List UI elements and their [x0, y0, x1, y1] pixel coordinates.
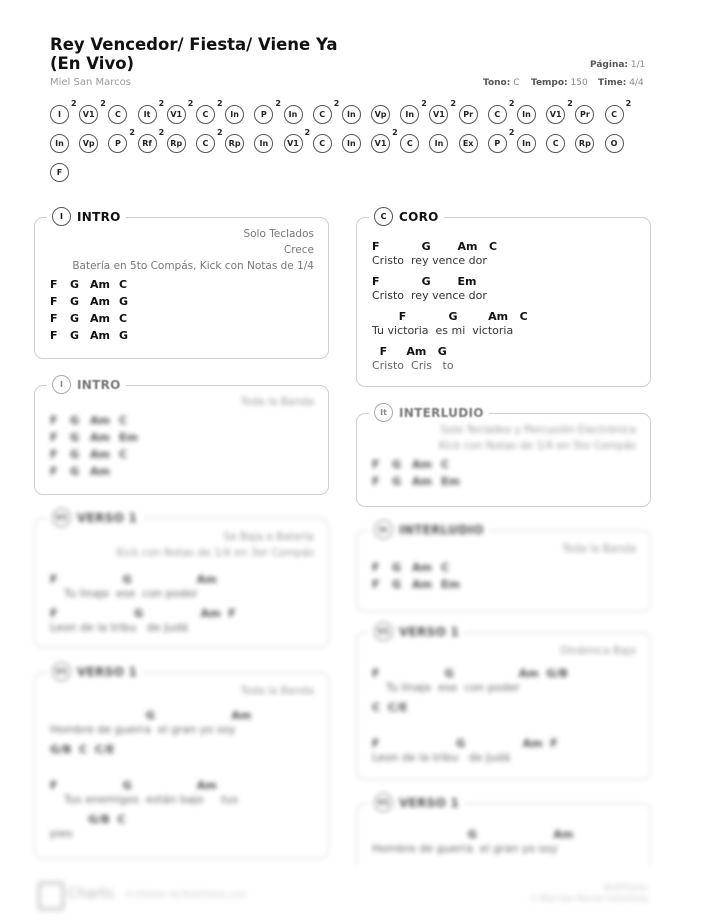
time-signature-indicator: Time: 4/4	[598, 78, 644, 88]
song-title: Rey Vencedor/ Fiesta/ Viene Ya (En Vivo)	[50, 35, 338, 73]
section-nav-badge[interactable]: Ex	[459, 134, 478, 153]
section-nav-item[interactable]	[459, 132, 488, 161]
section-nav-badge[interactable]: C	[488, 105, 507, 124]
section-nav-item[interactable]	[400, 99, 429, 132]
chord: F	[372, 458, 380, 471]
section-nav-item[interactable]	[225, 132, 254, 161]
section-nav-badge[interactable]: V1	[546, 105, 565, 124]
chord: G	[119, 295, 129, 308]
artist-name: Miel San Marcos	[50, 77, 131, 88]
section-title: VERSO 1	[399, 795, 460, 810]
repeat-count: 2	[71, 99, 77, 108]
section-badge[interactable]: In	[374, 520, 393, 539]
charts-logo-icon	[38, 882, 64, 910]
section-header	[47, 662, 142, 681]
chord-line: F G Am G/B	[372, 667, 568, 680]
lyric-line: Cristo rey vence dor	[372, 289, 487, 302]
note-line: Solo Teclados y Percusión Electrónica	[440, 424, 636, 436]
section-title: CORO	[399, 209, 439, 224]
chord: Am	[412, 578, 432, 591]
footer-brand: Charts	[68, 886, 114, 902]
lyric-line: Hombre de guerra el gran yo soy	[50, 723, 236, 736]
chord-line: F G Am C	[372, 310, 528, 323]
chord-line: G/B C C/E	[50, 743, 115, 756]
section-header	[47, 375, 126, 394]
section-nav-item[interactable]	[79, 99, 108, 132]
footer-right-line: MultiTracks	[603, 883, 648, 892]
repeat-count: 2	[100, 99, 106, 108]
chord: C	[441, 458, 450, 471]
chord: Am	[90, 414, 110, 427]
chord: G	[70, 414, 80, 427]
note-line: Crece	[283, 244, 314, 256]
chord: G	[392, 458, 402, 471]
note-line: Toda la Banda	[240, 685, 314, 697]
section-nav-badge[interactable]: Vp	[79, 134, 98, 153]
section-nav-item[interactable]	[371, 128, 400, 161]
chord: F	[50, 431, 58, 444]
section-coro	[356, 209, 651, 387]
section-nav-item[interactable]	[342, 132, 371, 161]
section-nav-item[interactable]	[429, 99, 458, 132]
repeat-count: 2	[129, 128, 135, 137]
section-nav-item[interactable]	[488, 128, 517, 161]
note-line: Batería en 5to Compás, Kick con Notas de 1/4	[72, 260, 314, 272]
section-nav-item[interactable]	[167, 99, 196, 132]
chord: C	[119, 312, 128, 325]
section-nav-badge[interactable]: In	[284, 105, 303, 124]
section-nav-item[interactable]	[196, 128, 225, 161]
section-nav-item[interactable]	[254, 132, 283, 161]
section-verso-1	[34, 510, 329, 648]
lyric-line: Cristo rey vence dor	[372, 254, 487, 267]
section-intro-full-band	[34, 377, 329, 495]
section-nav-badge[interactable]: It	[138, 105, 157, 124]
note-line: Toda la Banda	[562, 543, 636, 555]
section-nav-badge[interactable]: Rp	[167, 134, 186, 153]
section-nav-item[interactable]	[546, 99, 575, 132]
chord: Am	[90, 448, 110, 461]
section-nav-item[interactable]	[50, 161, 79, 190]
section-nav-badge[interactable]: C	[196, 134, 215, 153]
section-nav-item[interactable]	[400, 132, 429, 161]
chord: Am	[412, 458, 432, 471]
repeat-count: 2	[304, 128, 311, 137]
chord: Am	[412, 561, 432, 574]
section-verso-1-repeat	[356, 795, 651, 866]
section-nav-badge[interactable]: In	[517, 105, 536, 124]
section-nav-badge[interactable]: C	[400, 134, 419, 153]
chord: G	[70, 295, 80, 308]
section-badge[interactable]: V1	[374, 793, 393, 812]
chord: C	[119, 414, 128, 427]
section-nav-badge[interactable]: C	[313, 105, 332, 124]
section-nav-badge[interactable]: Pr	[575, 105, 594, 124]
section-nav-item[interactable]	[575, 103, 604, 132]
section-nav-badge[interactable]: In	[225, 105, 244, 124]
section-nav-row-3	[50, 161, 650, 190]
chord: G	[70, 448, 80, 461]
chord: Am	[90, 312, 110, 325]
section-nav-badge[interactable]: In	[400, 105, 419, 124]
chord: G	[70, 278, 80, 291]
chord: Am	[90, 329, 110, 342]
section-header	[369, 403, 489, 422]
section-header	[369, 793, 464, 812]
chord: Em	[441, 578, 460, 591]
section-verso-1-full-band	[34, 664, 329, 859]
chord: C	[441, 561, 450, 574]
section-nav-item[interactable]	[254, 99, 283, 132]
section-nav-badge[interactable]: C	[196, 105, 215, 124]
chord-line: F G Am	[50, 573, 217, 586]
section-nav-badge[interactable]: In	[50, 134, 69, 153]
section-interludio-full-band	[356, 522, 651, 612]
chord-line: F Am G	[372, 345, 447, 358]
section-title: INTERLUDIO	[399, 405, 484, 420]
repeat-count: 2	[508, 128, 515, 137]
section-nav-item[interactable]	[313, 132, 342, 161]
section-nav-item[interactable]	[517, 103, 546, 132]
section-nav-badge[interactable]: V1	[167, 105, 186, 124]
chord: F	[372, 578, 380, 591]
lyric-line: Tu linaje ese con poder	[50, 587, 198, 600]
section-header	[369, 520, 489, 539]
section-nav-badge[interactable]: C	[605, 105, 624, 124]
chord: Am	[90, 465, 110, 478]
section-nav-badge[interactable]: Pr	[459, 105, 478, 124]
chord: Em	[441, 475, 460, 488]
section-nav-row-2	[50, 128, 650, 161]
section-nav-item[interactable]	[517, 132, 546, 161]
chord: Em	[119, 431, 138, 444]
section-nav-item[interactable]	[313, 99, 342, 132]
chord: C	[119, 448, 128, 461]
lyric-line: Cristo Cris to	[372, 359, 454, 372]
chord: C	[119, 278, 128, 291]
note-line: Solo Teclados	[243, 228, 314, 240]
section-nav-row-1	[50, 99, 650, 132]
chord: F	[50, 312, 58, 325]
section-nav-badge[interactable]: C	[108, 105, 127, 124]
section-nav-item[interactable]	[546, 132, 575, 161]
chord-line: F G Em	[372, 275, 477, 288]
section-nav-item[interactable]	[605, 132, 634, 161]
section-nav-badge[interactable]: P	[254, 105, 273, 124]
chord: F	[372, 561, 380, 574]
chord: G	[392, 475, 402, 488]
note-line: Dinámica Bajo	[560, 645, 636, 657]
note-line: Kick con Notas de 1/4 en 3er Compás	[116, 547, 314, 559]
repeat-count: 2	[275, 99, 281, 108]
section-title: VERSO 1	[77, 664, 138, 679]
section-nav-badge[interactable]: I	[50, 105, 69, 124]
note-line: Kick con Notas de 1/4 en 5to Compás	[438, 440, 636, 452]
section-nav-item[interactable]	[50, 99, 79, 132]
section-nav-item[interactable]	[225, 103, 254, 132]
section-title: VERSO 1	[77, 510, 138, 525]
section-nav-item[interactable]	[605, 99, 634, 132]
chord-line: G/B C	[50, 813, 126, 826]
section-nav-badge[interactable]: In	[342, 134, 361, 153]
lyric-line: Leon de la tribu de Judá	[372, 751, 510, 764]
section-nav-item[interactable]	[79, 132, 108, 161]
key-indicator: Tono: C	[483, 78, 520, 88]
repeat-count: 2	[187, 99, 194, 108]
chord: F	[50, 329, 58, 342]
lyric-line: Tu linaje ese con poder	[372, 681, 520, 694]
chord: G	[392, 578, 402, 591]
section-notes	[560, 643, 636, 659]
section-nav-badge[interactable]: P	[108, 134, 127, 153]
section-nav-item[interactable]	[167, 132, 196, 161]
section-nav-badge[interactable]: Rp	[575, 134, 594, 153]
note-line: Se Baja a Batería	[223, 531, 314, 543]
section-notes	[240, 394, 314, 410]
section-notes	[72, 226, 314, 274]
chord: Am	[90, 295, 110, 308]
section-badge[interactable]: I	[52, 207, 71, 226]
chord: Am	[90, 278, 110, 291]
repeat-count: 2	[508, 99, 515, 108]
repeat-count: 2	[392, 128, 398, 137]
section-nav-badge[interactable]: V1	[371, 134, 390, 153]
section-nav-badge[interactable]: In	[429, 134, 448, 153]
repeat-count: 2	[333, 99, 340, 108]
footer-right-text	[529, 882, 648, 904]
repeat-count: 2	[158, 99, 165, 108]
section-badge[interactable]: It	[374, 403, 393, 422]
section-nav-badge[interactable]: P	[488, 134, 507, 153]
section-nav-badge[interactable]: V1	[79, 105, 98, 124]
lyric-line: Hombre de guerra el gran yo soy	[372, 842, 558, 855]
tempo-indicator: Tempo: 150	[531, 78, 588, 88]
page-indicator: Página: 1/1	[590, 60, 646, 70]
section-badge[interactable]: I	[52, 375, 71, 394]
section-intro	[34, 209, 329, 359]
section-nav-badge[interactable]: Rf	[138, 134, 157, 153]
lyric-line: Leon de la tribu de Judá	[50, 621, 188, 634]
section-nav-item[interactable]	[575, 132, 604, 161]
section-nav-badge[interactable]: Vp	[371, 105, 390, 124]
footer-left-text: A Cifrados de MultiTracks.com	[126, 890, 247, 899]
repeat-count: 2	[216, 128, 223, 137]
chord-line: C C/E	[372, 701, 408, 714]
section-badge[interactable]: V1	[374, 622, 393, 641]
chord: F	[372, 475, 380, 488]
section-header	[369, 207, 444, 226]
section-notes	[439, 422, 636, 454]
section-title: INTRO	[77, 209, 121, 224]
section-notes	[240, 683, 314, 699]
chord: G	[70, 329, 80, 342]
section-nav-item[interactable]	[108, 128, 137, 161]
section-badge[interactable]: V1	[52, 508, 71, 527]
section-nav-badge[interactable]: V1	[429, 105, 448, 124]
section-header	[47, 207, 126, 226]
chord: G	[392, 561, 402, 574]
chord: F	[50, 465, 58, 478]
repeat-count: 2	[216, 99, 223, 108]
repeat-count: 2	[567, 99, 573, 108]
section-title: INTERLUDIO	[399, 522, 484, 537]
section-interludio	[356, 405, 651, 507]
chord-line: G Am	[372, 828, 574, 841]
section-verso-1-dynamic	[356, 624, 651, 780]
chord: G	[70, 465, 80, 478]
section-badge[interactable]: C	[374, 207, 393, 226]
section-nav-badge[interactable]: C	[313, 134, 332, 153]
section-nav-badge[interactable]: Rp	[225, 134, 244, 153]
chord: F	[50, 414, 58, 427]
chord: G	[70, 312, 80, 325]
section-nav-item[interactable]	[342, 103, 371, 132]
section-nav-item[interactable]	[138, 128, 167, 161]
chord: F	[50, 448, 58, 461]
chord: Am	[412, 475, 432, 488]
repeat-count: 2	[625, 99, 632, 108]
chord: G	[70, 431, 80, 444]
note-line: Toda la Banda	[240, 396, 314, 408]
repeat-count: 2	[421, 99, 427, 108]
repeat-count: 2	[450, 99, 457, 108]
lyric-line: Tu victoria es mi victoria	[372, 324, 514, 337]
section-header	[369, 622, 464, 641]
chord-line: F G Am F	[372, 737, 558, 750]
chord: Am	[90, 431, 110, 444]
lyric-line: pies	[50, 827, 73, 840]
chord: F	[50, 295, 58, 308]
page-footer	[38, 880, 658, 910]
chord: F	[50, 278, 58, 291]
section-badge[interactable]: V1	[52, 662, 71, 681]
repeat-count: 2	[158, 128, 165, 137]
chord-line: G Am	[50, 709, 252, 722]
section-nav-badge[interactable]: F	[50, 163, 69, 182]
footer-right-line: © Miel San Marcos Publishing	[529, 894, 648, 903]
section-header	[47, 508, 142, 527]
section-nav-badge[interactable]: In	[254, 134, 273, 153]
section-nav-badge[interactable]: In	[342, 105, 361, 124]
section-nav-badge[interactable]: O	[605, 134, 624, 153]
chord-line: F G Am F	[50, 607, 236, 620]
section-navigation	[50, 99, 650, 190]
section-title: VERSO 1	[399, 624, 460, 639]
chord: G	[119, 329, 129, 342]
chord-line: F G Am C	[372, 240, 498, 253]
section-notes	[562, 541, 636, 557]
section-title: INTRO	[77, 377, 121, 392]
section-nav-badge[interactable]: C	[546, 134, 565, 153]
lyric-line: Tus enemigos están bajo tus	[50, 793, 238, 806]
section-nav-item[interactable]	[50, 132, 79, 161]
section-notes	[117, 529, 314, 561]
section-nav-item[interactable]	[429, 132, 458, 161]
section-nav-item[interactable]	[284, 128, 313, 161]
section-nav-badge[interactable]: In	[517, 134, 536, 153]
chord-line: F G Am	[50, 779, 217, 792]
section-nav-badge[interactable]: V1	[284, 134, 303, 153]
section-nav-item[interactable]	[459, 103, 488, 132]
